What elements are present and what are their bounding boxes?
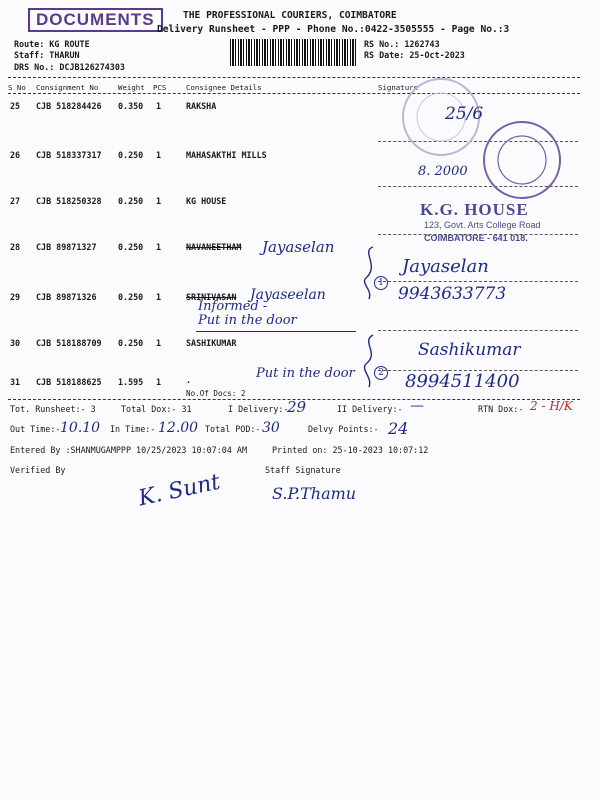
handwritten-put-in-door-row29: Put in the door <box>198 313 297 328</box>
row-consignee: . <box>186 375 192 385</box>
row-consignment: CJB 518250328 <box>36 196 102 206</box>
col-header-consignee: Consignee Details <box>186 83 262 92</box>
total-dox: Total Dox:- 31 <box>121 404 192 414</box>
company-name: THE PROFESSIONAL COURIERS, COIMBATORE <box>183 10 397 21</box>
kg-house-stamp-addr2: COIMBATORE - 641 018. <box>424 233 528 243</box>
total-pod-label: Total POD:- <box>205 424 261 434</box>
row-pcs: 1 <box>156 377 162 387</box>
staff-signature-handwritten: S.P.Thamu <box>272 484 357 503</box>
total-runsheet: Tot. Runsheet:- 3 <box>10 404 96 414</box>
i-delivery-value: 29 <box>287 398 307 416</box>
staff-label: Staff: THARUN <box>14 50 80 60</box>
col-header-pcs: PCS <box>153 83 167 92</box>
row-sno: 27 <box>10 196 21 206</box>
row-consignee: NAVANEETHAM <box>186 242 242 252</box>
handwritten-name-side2: Sashikumar <box>418 340 521 360</box>
row-sno: 29 <box>10 292 21 302</box>
i-delivery-label: I Delivery:- <box>228 404 289 414</box>
handwritten-phone-side2: 8994511400 <box>405 371 520 392</box>
col-header-sno: S No <box>8 83 26 92</box>
row-sno: 26 <box>10 150 21 160</box>
row-consignment: CJB 518188709 <box>36 338 102 348</box>
rtn-dox-label: RTN Dox:- <box>478 404 524 414</box>
row-weight: 0.350 <box>118 101 144 111</box>
row-pcs: 1 <box>156 196 162 206</box>
row-consignee: SRINIVASAN <box>186 292 237 302</box>
entered-by: Entered By :SHANMUGAMPPP 10/25/2023 10:07:04 AM <box>10 445 247 455</box>
ii-delivery-value: — <box>410 398 424 414</box>
row-weight: 0.250 <box>118 242 144 252</box>
printed-on: Printed on: 25-10-2023 10:07:12 <box>272 445 429 455</box>
rs-number: RS No.: 1262743 <box>364 39 440 49</box>
row-sno: 30 <box>10 338 21 348</box>
row-consignment: CJB 518284426 <box>36 101 102 111</box>
verified-by-signature: K. Sunt <box>136 469 223 512</box>
in-time-value: 12.00 <box>158 420 199 436</box>
row-consignment: CJB 518188625 <box>36 377 102 387</box>
signature-line <box>378 330 578 331</box>
row-weight: 0.250 <box>118 196 144 206</box>
col-header-signature: Signature <box>378 83 419 92</box>
in-time-label: In Time:- <box>110 424 156 434</box>
staff-signature-label: Staff Signature <box>265 465 341 475</box>
col-header-consignment: Consignment No <box>36 83 99 92</box>
out-time-value: 10.10 <box>60 420 101 436</box>
runsheet-subtitle: Delivery Runsheet - PPP - Phone No.:0422-3505555 - Page No.:3 <box>157 24 510 35</box>
row-consignment: CJB 89871327 <box>36 242 97 252</box>
handwritten-phone-side: 9943633773 <box>398 284 507 304</box>
row-weight: 1.595 <box>118 377 144 387</box>
circled-number: 1 <box>374 276 388 290</box>
row-sno: 31 <box>10 377 21 387</box>
row-pcs: 1 <box>156 338 162 348</box>
row-consignee: RAKSHA <box>186 101 217 111</box>
drs-label: DRS No.: DCJB126274303 <box>14 62 125 72</box>
out-time-label: Out Time:- <box>10 424 61 434</box>
row-consignee: KG HOUSE <box>186 196 227 206</box>
mahasakthi-seal-icon <box>480 118 564 202</box>
handwritten-name-row29: Jayaseelan <box>250 287 326 303</box>
total-pod-value: 30 <box>262 420 280 436</box>
row-pcs: 1 <box>156 292 162 302</box>
delvy-points-value: 24 <box>388 419 409 438</box>
no-of-docs: No.Of Docs: 2 <box>186 389 246 398</box>
row-consignment: CJB 518337317 <box>36 150 102 160</box>
row-pcs: 1 <box>156 150 162 160</box>
header-bottom-rule <box>8 93 580 94</box>
rtn-dox-value: 2 - H/K <box>530 399 573 413</box>
row-consignee: MAHASAKTHI MILLS <box>186 150 267 160</box>
row-consignee: SASHIKUMAR <box>186 338 237 348</box>
row-weight: 0.250 <box>118 150 144 160</box>
barcode <box>230 39 357 66</box>
kg-house-stamp-name: K.G. HOUSE <box>420 200 529 219</box>
delvy-points-label: Delvy Points:- <box>308 424 379 434</box>
handwritten-name-row28: Jayaselan <box>262 238 335 256</box>
kg-house-stamp-addr1: 123, Govt. Arts College Road <box>424 220 541 230</box>
row-weight: 0.250 <box>118 292 144 302</box>
documents-stamp: DOCUMENTS <box>28 8 163 32</box>
handwritten-underline <box>196 331 356 332</box>
route-label: Route: KG ROUTE <box>14 39 90 49</box>
handwritten-informed: Informed - <box>198 299 268 314</box>
row-pcs: 1 <box>156 101 162 111</box>
rs-date: RS Date: 25-Oct-2023 <box>364 50 465 60</box>
handwritten-put-in-door-row31: Put in the door <box>256 366 355 381</box>
ii-delivery-label: II Delivery:- <box>337 404 403 414</box>
row-consignment: CJB 89871326 <box>36 292 97 302</box>
col-header-weight: Weight <box>118 83 145 92</box>
handwritten-name-side: Jayaselan <box>402 256 489 277</box>
row-pcs: 1 <box>156 242 162 252</box>
verified-by-label: Verified By <box>10 465 66 475</box>
handwritten-sig-row26: 8. 2000 <box>418 164 468 179</box>
header-top-rule <box>8 77 580 78</box>
row-weight: 0.250 <box>118 338 144 348</box>
signature-line <box>378 281 578 282</box>
handwritten-sig-row25: 25/6 <box>445 104 484 124</box>
circled-number: 2 <box>374 366 388 380</box>
row-sno: 25 <box>10 101 21 111</box>
row-sno: 28 <box>10 242 21 252</box>
